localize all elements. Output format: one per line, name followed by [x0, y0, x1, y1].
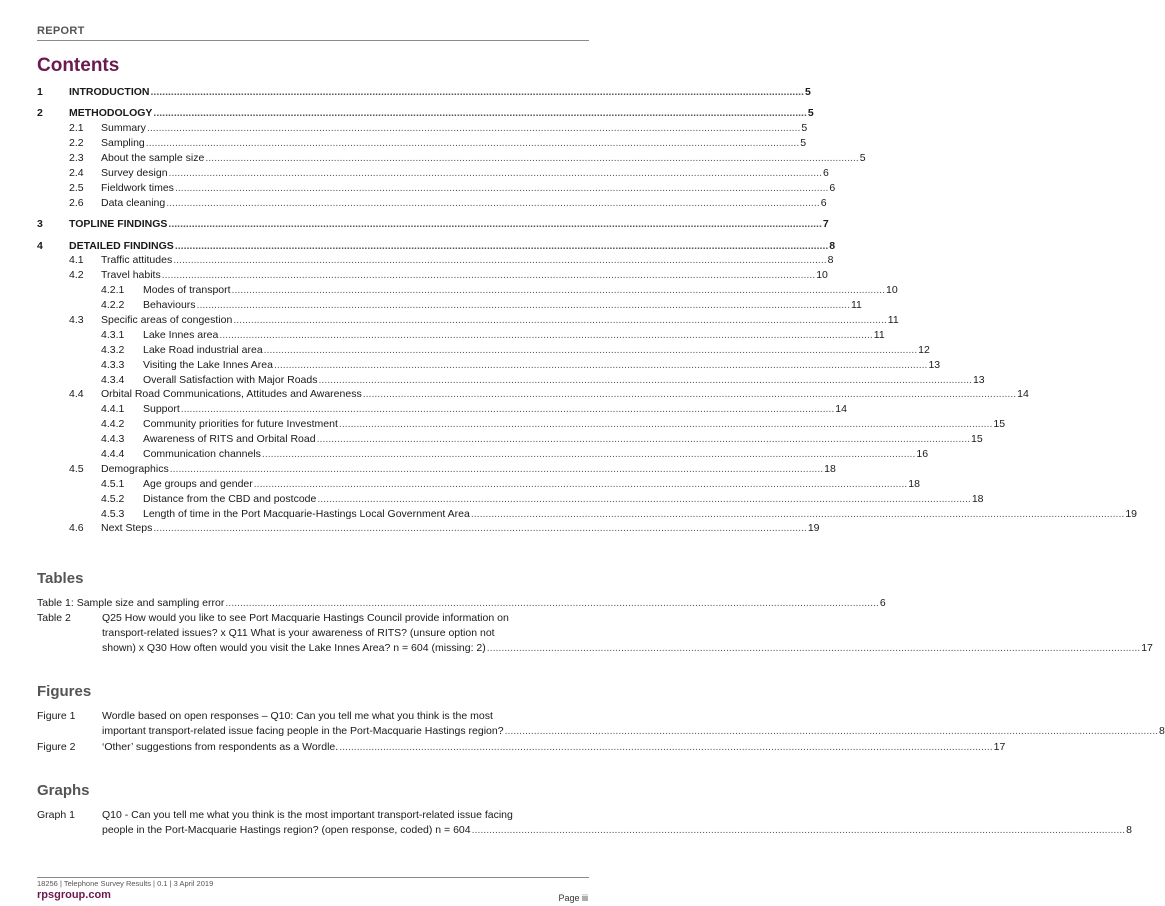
- toc-entry-title: Fieldwork times: [101, 181, 174, 194]
- toc-entry-title: TOPLINE FINDINGS: [69, 218, 168, 231]
- toc-dot-leader: [181, 402, 834, 417]
- figures-entry-line: [102, 709, 1165, 724]
- toc-entry-page: 10: [816, 269, 828, 282]
- toc-entry-title: Age groups and gender: [143, 477, 253, 490]
- tables-dot-leader: [225, 596, 878, 611]
- toc-entry-title: Summary: [101, 122, 146, 135]
- toc-dot-leader: [166, 196, 819, 211]
- toc-entry-number: 4.2.1: [101, 284, 125, 297]
- toc-entry[interactable]: [37, 136, 807, 151]
- toc-entry-page: 6: [820, 196, 827, 209]
- toc-entry-page: 7: [822, 218, 829, 231]
- toc-dot-leader: [173, 253, 826, 268]
- toc-entry-title: Next Steps: [101, 522, 153, 535]
- toc-entry-number: 4.3.2: [101, 343, 125, 356]
- toc-entry-page: 11: [851, 299, 862, 312]
- graphs-entry-line: [102, 808, 1132, 823]
- figures-entry-text: ‘Other’ suggestions from respondents as a Wordle.: [102, 741, 339, 753]
- toc-entry[interactable]: [37, 239, 836, 254]
- toc-entry[interactable]: [37, 417, 1006, 432]
- tables-entry-line: [102, 611, 1153, 626]
- figures-dot-leader: [505, 724, 1158, 739]
- toc-entry-page: 6: [829, 181, 836, 194]
- toc-entry-page: 12: [918, 343, 930, 356]
- graphs-entry-page: 8: [1126, 824, 1132, 836]
- toc-entry-title: DETAILED FINDINGS: [69, 239, 174, 252]
- toc-entry-title: Data cleaning: [101, 196, 166, 209]
- toc-entry-title: Awareness of RITS and Orbital Road: [143, 433, 316, 446]
- table-of-contents: [37, 85, 1137, 536]
- toc-entry-number: 2.2: [69, 137, 84, 150]
- toc-entry-page: 19: [807, 522, 820, 535]
- toc-dot-leader: [264, 343, 917, 358]
- figures-entry-line: [102, 724, 1165, 739]
- tables-dot-leader: [487, 641, 1140, 656]
- toc-entry[interactable]: [37, 151, 866, 166]
- figures-entry-line: [102, 740, 1005, 755]
- toc-entry-page: 5: [807, 107, 814, 120]
- toc-entry-title: Specific areas of congestion: [101, 313, 233, 326]
- toc-entry-number: 4: [37, 239, 43, 252]
- toc-dot-leader: [317, 492, 970, 507]
- toc-entry-title: About the sample size: [101, 152, 205, 165]
- figures-entry[interactable]: [37, 709, 1165, 739]
- toc-dot-leader: [233, 313, 886, 328]
- toc-entry-number: 2.1: [69, 122, 84, 135]
- toc-dot-leader: [146, 136, 799, 151]
- toc-entry[interactable]: [37, 343, 930, 358]
- toc-entry[interactable]: [37, 313, 899, 328]
- figures-entry-text: Wordle based on open responses – Q10: Can you tell me what you think is the most: [102, 710, 493, 722]
- toc-entry-number: 4.6: [69, 522, 84, 535]
- toc-entry-title: Length of time in the Port Macquarie-Hastings Local Government Area: [143, 507, 470, 520]
- toc-entry-title: Overall Satisfaction with Major Roads: [143, 373, 318, 386]
- footer-document-info: 18256 | Telephone Survey Results | 0.1 | 3 April 2019: [37, 879, 214, 888]
- toc-entry-page: 8: [829, 239, 836, 252]
- tables-entry-line: [102, 626, 1153, 641]
- toc-entry[interactable]: [37, 181, 836, 196]
- graphs-entry-text: Q10 - Can you tell me what you think is the most important transport-related issue facing: [102, 809, 513, 821]
- toc-entry-number: 4.4: [69, 388, 84, 401]
- toc-dot-leader: [162, 268, 815, 283]
- toc-dot-leader: [205, 151, 858, 166]
- toc-entry[interactable]: [37, 521, 820, 536]
- toc-entry-number: 4.3.4: [101, 373, 125, 386]
- toc-entry-page: 5: [859, 152, 866, 165]
- toc-entry-page: 5: [801, 122, 808, 135]
- page-number: Page iii: [558, 893, 588, 903]
- toc-entry-number: 4.5.1: [101, 477, 125, 490]
- contents-heading: Contents: [37, 55, 120, 76]
- figures-entry-text: important transport-related issue facing people in the Port-Macquarie Hastings region?: [102, 725, 504, 737]
- header-divider: [37, 40, 589, 41]
- tables-entry[interactable]: [37, 611, 1153, 656]
- toc-dot-leader: [471, 507, 1124, 522]
- tables-entry-page: 6: [879, 597, 886, 609]
- toc-entry-page: 18: [824, 462, 836, 475]
- graphs-entry[interactable]: [37, 808, 1132, 838]
- figures-entry-label: Figure 1: [37, 710, 76, 722]
- toc-dot-leader: [339, 417, 992, 432]
- toc-entry-title: Communication channels: [143, 447, 261, 460]
- toc-dot-leader: [175, 181, 828, 196]
- toc-entry-number: 4.4.1: [101, 403, 125, 416]
- toc-dot-leader: [363, 387, 1016, 402]
- toc-entry[interactable]: [37, 477, 920, 492]
- toc-entry-number: 4.5: [69, 462, 84, 475]
- toc-entry-title: Sampling: [101, 137, 145, 150]
- toc-dot-leader: [153, 106, 806, 121]
- toc-entry-number: 4.1: [69, 254, 84, 267]
- graphs-entry-text: people in the Port-Macquarie Hastings region? (open response, coded) n = 604: [102, 824, 471, 836]
- tables-entry[interactable]: [37, 596, 886, 611]
- toc-entry-page: 13: [972, 373, 985, 386]
- graphs-heading: Graphs: [37, 782, 90, 799]
- toc-entry-number: 2: [37, 107, 43, 120]
- toc-entry-title: Traffic attitudes: [101, 254, 173, 267]
- toc-entry[interactable]: [37, 283, 898, 298]
- toc-entry-number: 4.3.1: [101, 328, 125, 341]
- figures-entry-body: [102, 709, 1165, 739]
- toc-entry-number: 2.5: [69, 181, 84, 194]
- toc-dot-leader: [168, 217, 821, 232]
- toc-entry-number: 2.6: [69, 196, 84, 209]
- list-of-tables: [37, 596, 1153, 656]
- toc-entry[interactable]: [37, 166, 829, 181]
- toc-entry[interactable]: [37, 387, 1029, 402]
- figures-entry-body: [102, 740, 1005, 755]
- tables-entry-text: Sample size and sampling error: [76, 597, 225, 609]
- tables-entry-text: Q25 How would you like to see Port Macquarie Hastings Council provide information on: [102, 612, 509, 624]
- list-of-figures: [37, 709, 1165, 755]
- tables-heading: Tables: [37, 570, 84, 587]
- toc-entry-title: Modes of transport: [143, 284, 231, 297]
- toc-entry[interactable]: [37, 85, 811, 100]
- figures-entry-page: 8: [1159, 725, 1165, 737]
- toc-dot-leader: [169, 166, 822, 181]
- toc-entry-number: 4.5.3: [101, 507, 125, 520]
- toc-dot-leader: [274, 358, 927, 373]
- figures-entry-page: 17: [993, 741, 1006, 753]
- toc-entry-page: 11: [887, 313, 899, 326]
- figures-heading: Figures: [37, 683, 92, 700]
- toc-dot-leader: [151, 85, 804, 100]
- report-header-label: REPORT: [37, 25, 85, 37]
- toc-entry[interactable]: [37, 462, 836, 477]
- toc-entry-number: 4.2.2: [101, 299, 125, 312]
- toc-entry[interactable]: [37, 402, 847, 417]
- toc-entry-title: METHODOLOGY: [69, 107, 153, 120]
- toc-entry[interactable]: [37, 507, 1137, 522]
- figures-dot-leader: [339, 740, 992, 755]
- toc-entry-page: 16: [916, 447, 929, 460]
- tables-entry-label: Table 2: [37, 612, 71, 624]
- toc-entry[interactable]: [37, 432, 983, 447]
- toc-entry-page: 18: [971, 492, 984, 505]
- toc-entry-number: 3: [37, 218, 43, 231]
- toc-entry-title: Travel habits: [101, 269, 161, 282]
- toc-entry[interactable]: [37, 253, 834, 268]
- toc-entry-page: 19: [1125, 507, 1137, 520]
- toc-entry-page: 15: [971, 433, 983, 446]
- footer-website-link[interactable]: rpsgroup.com: [37, 889, 111, 901]
- tables-entry-page: 17: [1141, 642, 1153, 654]
- toc-entry[interactable]: [37, 106, 814, 121]
- toc-entry-page: 14: [1017, 388, 1029, 401]
- toc-dot-leader: [147, 121, 800, 136]
- toc-dot-leader: [317, 432, 970, 447]
- toc-entry[interactable]: [37, 121, 808, 136]
- toc-entry-number: 4.4.2: [101, 418, 125, 431]
- toc-entry[interactable]: [37, 268, 828, 283]
- figures-entry[interactable]: [37, 740, 1006, 755]
- toc-dot-leader: [319, 373, 972, 388]
- toc-dot-leader: [197, 298, 850, 313]
- toc-entry-page: 13: [928, 358, 941, 371]
- toc-entry-title: Lake Innes area: [143, 328, 219, 341]
- toc-entry-title: Distance from the CBD and postcode: [143, 492, 317, 505]
- toc-entry-number: 4.4.3: [101, 433, 125, 446]
- toc-entry-page: 5: [804, 86, 811, 98]
- toc-entry-number: 4.3.3: [101, 358, 125, 371]
- tables-entry-text: transport-related issues? x Q11 What is your awareness of RITS? (unsure option not: [102, 627, 495, 639]
- toc-entry-page: 11: [873, 328, 885, 341]
- toc-entry-title: Behaviours: [143, 299, 196, 312]
- toc-entry-page: 14: [835, 403, 847, 416]
- toc-entry-page: 6: [823, 166, 829, 179]
- toc-entry-title: Community priorities for future Investment: [143, 418, 338, 431]
- toc-entry-number: 4.2: [69, 269, 84, 282]
- tables-entry-body: [102, 611, 1153, 656]
- toc-entry[interactable]: [37, 447, 929, 462]
- toc-entry-title: Lake Road industrial area: [143, 343, 263, 356]
- toc-entry-number: 1: [37, 86, 43, 98]
- toc-entry-number: 4.5.2: [101, 492, 125, 505]
- toc-dot-leader: [254, 477, 907, 492]
- tables-entry-line: [37, 596, 886, 611]
- toc-entry-title: Survey design: [101, 166, 168, 179]
- toc-entry-number: 2.3: [69, 152, 84, 165]
- toc-entry-page: 15: [993, 418, 1006, 431]
- toc-dot-leader: [170, 462, 823, 477]
- toc-dot-leader: [219, 328, 872, 343]
- toc-entry-title: Orbital Road Communications, Attitudes and Awareness: [101, 388, 362, 401]
- toc-entry[interactable]: [37, 358, 941, 373]
- toc-entry-page: 8: [827, 254, 834, 267]
- toc-entry[interactable]: [37, 328, 885, 343]
- toc-entry-page: 18: [908, 477, 920, 490]
- tables-entry-text: shown) x Q30 How often would you visit the Lake Innes Area? n = 604 (missing: 2): [102, 642, 486, 654]
- graphs-entry-line: [102, 823, 1132, 838]
- toc-dot-leader: [153, 521, 806, 536]
- toc-entry-page: 5: [800, 137, 807, 150]
- footer-divider: [37, 877, 589, 878]
- toc-dot-leader: [175, 239, 828, 254]
- graphs-entry-body: [102, 808, 1132, 838]
- graphs-entry-label: Graph 1: [37, 809, 75, 821]
- toc-entry[interactable]: [37, 492, 984, 507]
- toc-entry[interactable]: [37, 196, 827, 211]
- toc-entry-number: 2.4: [69, 166, 84, 179]
- toc-dot-leader: [232, 283, 885, 298]
- toc-entry-title: INTRODUCTION: [69, 86, 150, 98]
- toc-entry[interactable]: [37, 298, 862, 313]
- toc-dot-leader: [262, 447, 915, 462]
- toc-entry-title: Visiting the Lake Innes Area: [143, 358, 273, 371]
- toc-entry[interactable]: [37, 373, 985, 388]
- toc-entry-page: 10: [886, 284, 898, 297]
- toc-entry-number: 4.4.4: [101, 447, 125, 460]
- toc-entry-number: 4.3: [69, 313, 84, 326]
- toc-entry-title: Support: [143, 403, 180, 416]
- figures-entry-label: Figure 2: [37, 741, 76, 753]
- toc-entry-title: Demographics: [101, 462, 169, 475]
- toc-entry[interactable]: [37, 217, 829, 232]
- graphs-dot-leader: [472, 823, 1125, 838]
- tables-entry-label: Table 1:: [37, 597, 74, 609]
- list-of-graphs: [37, 808, 1132, 838]
- tables-entry-line: [102, 641, 1153, 656]
